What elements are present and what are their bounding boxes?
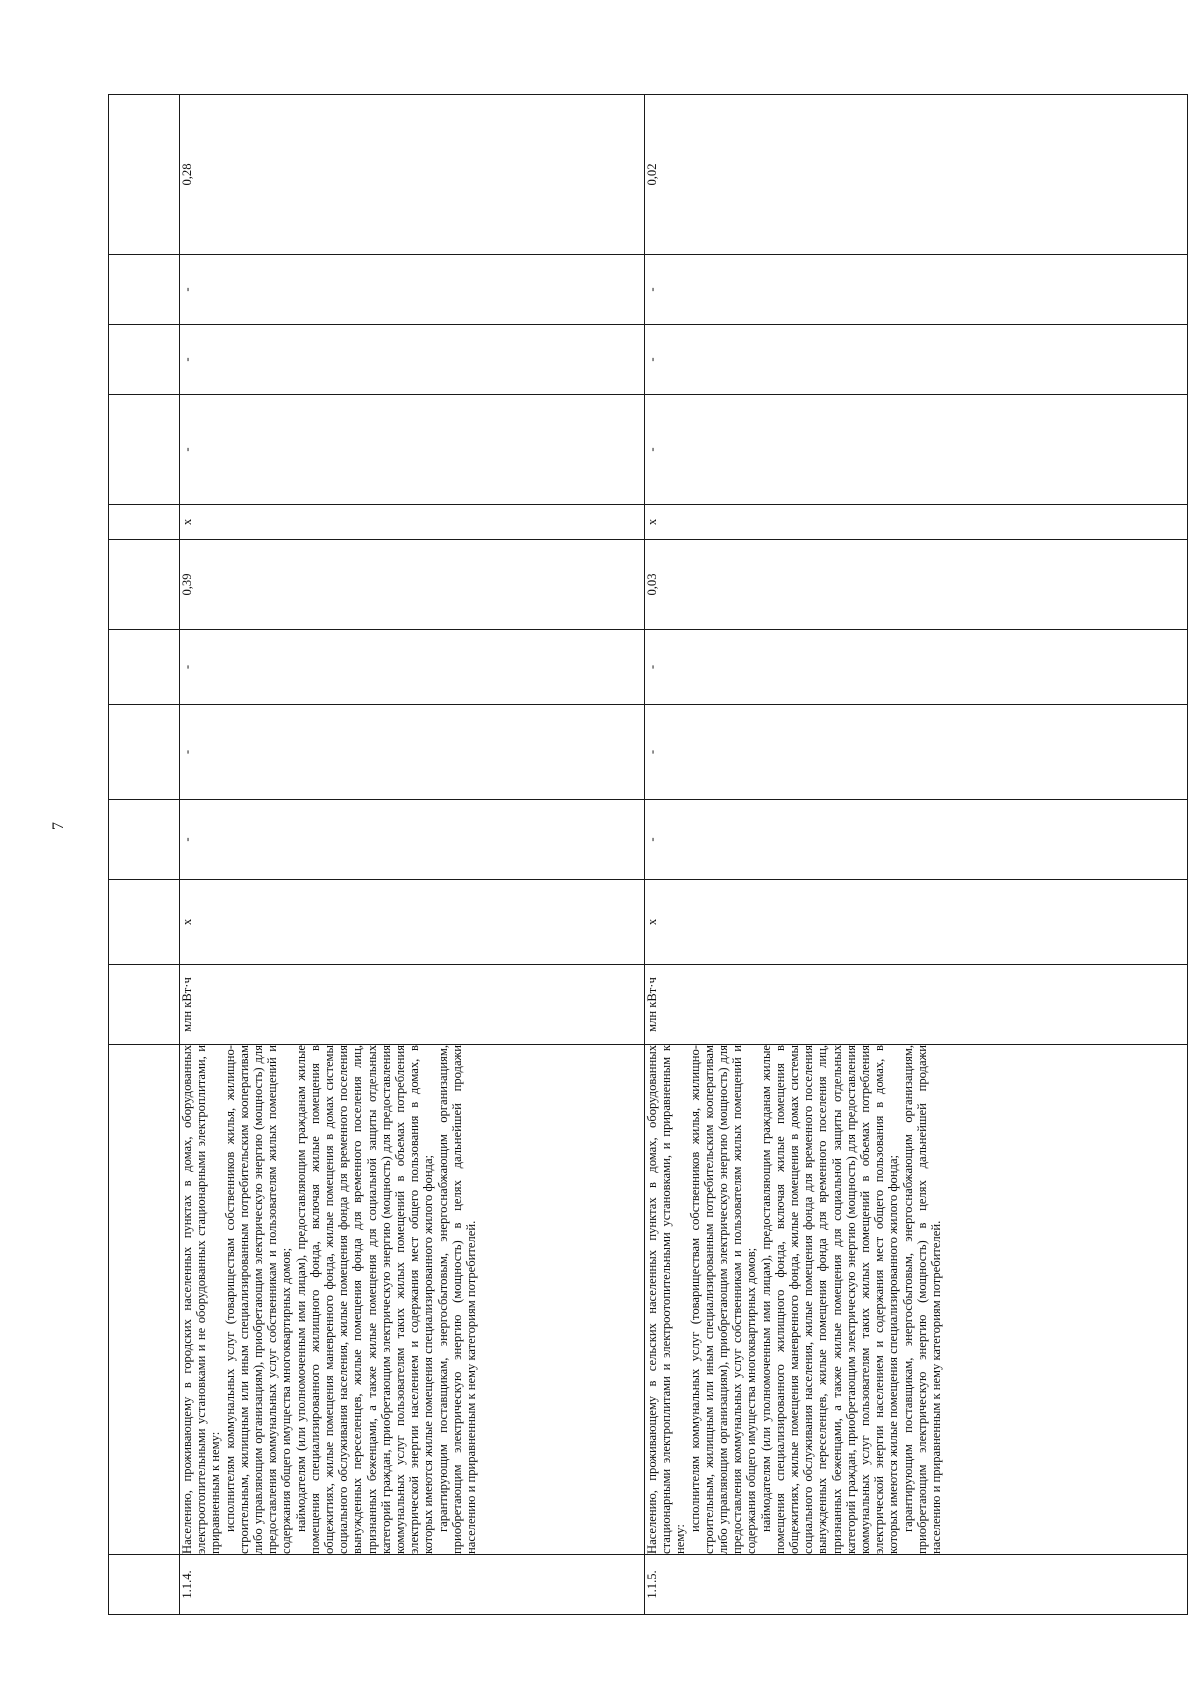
value-cell: -: [180, 255, 645, 325]
table-cell: [109, 965, 180, 1045]
table-cell: [109, 630, 180, 705]
value-cell: x: [645, 505, 1188, 540]
value-cell: -: [645, 630, 1188, 705]
row-number: 1.1.4.: [180, 1555, 645, 1615]
value-cell: -: [180, 800, 645, 880]
table-header-row: [109, 95, 180, 1615]
description-paragraph: исполнителям коммунальных услуг (товариществам собственников жилья, жилищно-строительным, жилищным или иным специализированным потребительским кооперативам либо управляющим организациям), приобретающим электрическую энергию (мощность) для предоставления коммунальных услуг собственникам и пользователям жилых помещений и содержания общего имущества многоквартирных домов;: [222, 1045, 294, 1554]
value-cell: -: [180, 395, 645, 505]
description-paragraph: наймодателям (или уполномоченным ими лицам), предоставляющим гражданам жилые помещения специализированного жилищного фонда, включая жилые помещения в общежитиях, жилые помещения маневренного фонда, жилые помещения в домах системы социального обслуживания населения, жилые помещения фонда для временного поселения вынужденных переселенцев, жилые помещения фонда для временного поселения лиц, признанных беженцами, а также жилые помещения для социальной защиты отдельных категорий граждан, приобретающим электрическую энергию (мощность) для предоставления коммунальных услуг пользователям таких жилых помещений в объемах потребления электрической энергии населением и содержания мест общего пользования в домах, в которых имеются жилые помещения специализированного жилого фонда;: [293, 1045, 436, 1554]
table-cell: [109, 395, 180, 505]
table-row-1-1-5: [645, 95, 1188, 1615]
description-paragraph: исполнителям коммунальных услуг (товариществам собственников жилья, жилищно-строительным, жилищным или иным специализированным потребительским кооперативам либо управляющим организациям), приобретающим электрическую энергию (мощность) для предоставления коммунальных услуг собственникам и пользователям жилых помещений и содержания общего имущества многоквартирных домов;: [687, 1045, 759, 1554]
value-cell: x: [180, 880, 645, 965]
value-cell: -: [645, 800, 1188, 880]
value-cell: -: [180, 705, 645, 800]
value-cell: -: [645, 325, 1188, 395]
description-paragraph: Населению, проживающему в городских населенных пунктах в домах, оборудованных электроотопительными установками и не оборудованных стационарными электроплитами, и приравненным к нему:: [180, 1045, 223, 1554]
value-cell: x: [645, 880, 1188, 965]
value-cell: -: [645, 255, 1188, 325]
table-cell: [109, 800, 180, 880]
table-cell: [109, 880, 180, 965]
value-cell: -: [180, 630, 645, 705]
description-paragraph: гарантирующим поставщикам, энергосбытовым, энергоснабжающим организациям, приобретающим электрическую энергию (мощность) в целях дальнейшей продажи населению и приравненным к нему категориям потребителей.: [900, 1045, 944, 1554]
value-cell: -: [645, 705, 1188, 800]
value-cell: 0,02: [645, 95, 1188, 255]
table-cell: [109, 1555, 180, 1615]
value-cell: -: [180, 325, 645, 395]
table-cell: [109, 255, 180, 325]
row-description: [645, 1045, 1188, 1555]
row-number: 1.1.5.: [645, 1555, 1188, 1615]
row-description: [180, 1045, 645, 1555]
value-cell: -: [645, 395, 1188, 505]
table-cell: [109, 325, 180, 395]
table-cell: [109, 540, 180, 630]
table-row-1-1-4: [180, 95, 645, 1615]
value-cell: x: [180, 505, 645, 540]
value-cell: 0,03: [645, 540, 1188, 630]
description-paragraph: Населению, проживающему в сельских населенных пунктах в домах, оборудованных стационарными электроплитами и электроотопительными установками, и приравненным к нему:: [645, 1045, 688, 1554]
table-cell: [109, 1045, 180, 1555]
tariff-balance-table: [108, 94, 1188, 1615]
value-cell: 0,39: [180, 540, 645, 630]
description-paragraph: гарантирующим поставщикам, энергосбытовым, энергоснабжающим организациям, приобретающим электрическую энергию (мощность) в целях дальнейшей продажи населению и приравненным к нему категориям потребителей.: [435, 1045, 479, 1554]
value-cell: 0,28: [180, 95, 645, 255]
unit-cell: млн кВт·ч: [180, 965, 645, 1045]
table-cell: [109, 95, 180, 255]
description-paragraph: наймодателям (или уполномоченным ими лицам), предоставляющим гражданам жилые помещения специализированного жилищного фонда, включая жилые помещения в общежитиях, жилые помещения маневренного фонда, жилые помещения в домах системы социального обслуживания населения, жилые помещения фонда для временного поселения вынужденных переселенцев, жилые помещения фонда для временного поселения лиц, признанных беженцами, а также жилые помещения для социальной защиты отдельных категорий граждан, приобретающим электрическую энергию (мощность) для предоставления коммунальных услуг пользователям таких жилых помещений в объемах потребления электрической энергии населением и содержания мест общего пользования в домах, в которых имеются жилые помещения специализированного жилого фонда;: [758, 1045, 901, 1554]
table-cell: [109, 505, 180, 540]
page-number: 7: [50, 822, 67, 830]
table-cell: [109, 705, 180, 800]
rotated-table-container: [108, 95, 1188, 1615]
unit-cell: млн кВт·ч: [645, 965, 1188, 1045]
